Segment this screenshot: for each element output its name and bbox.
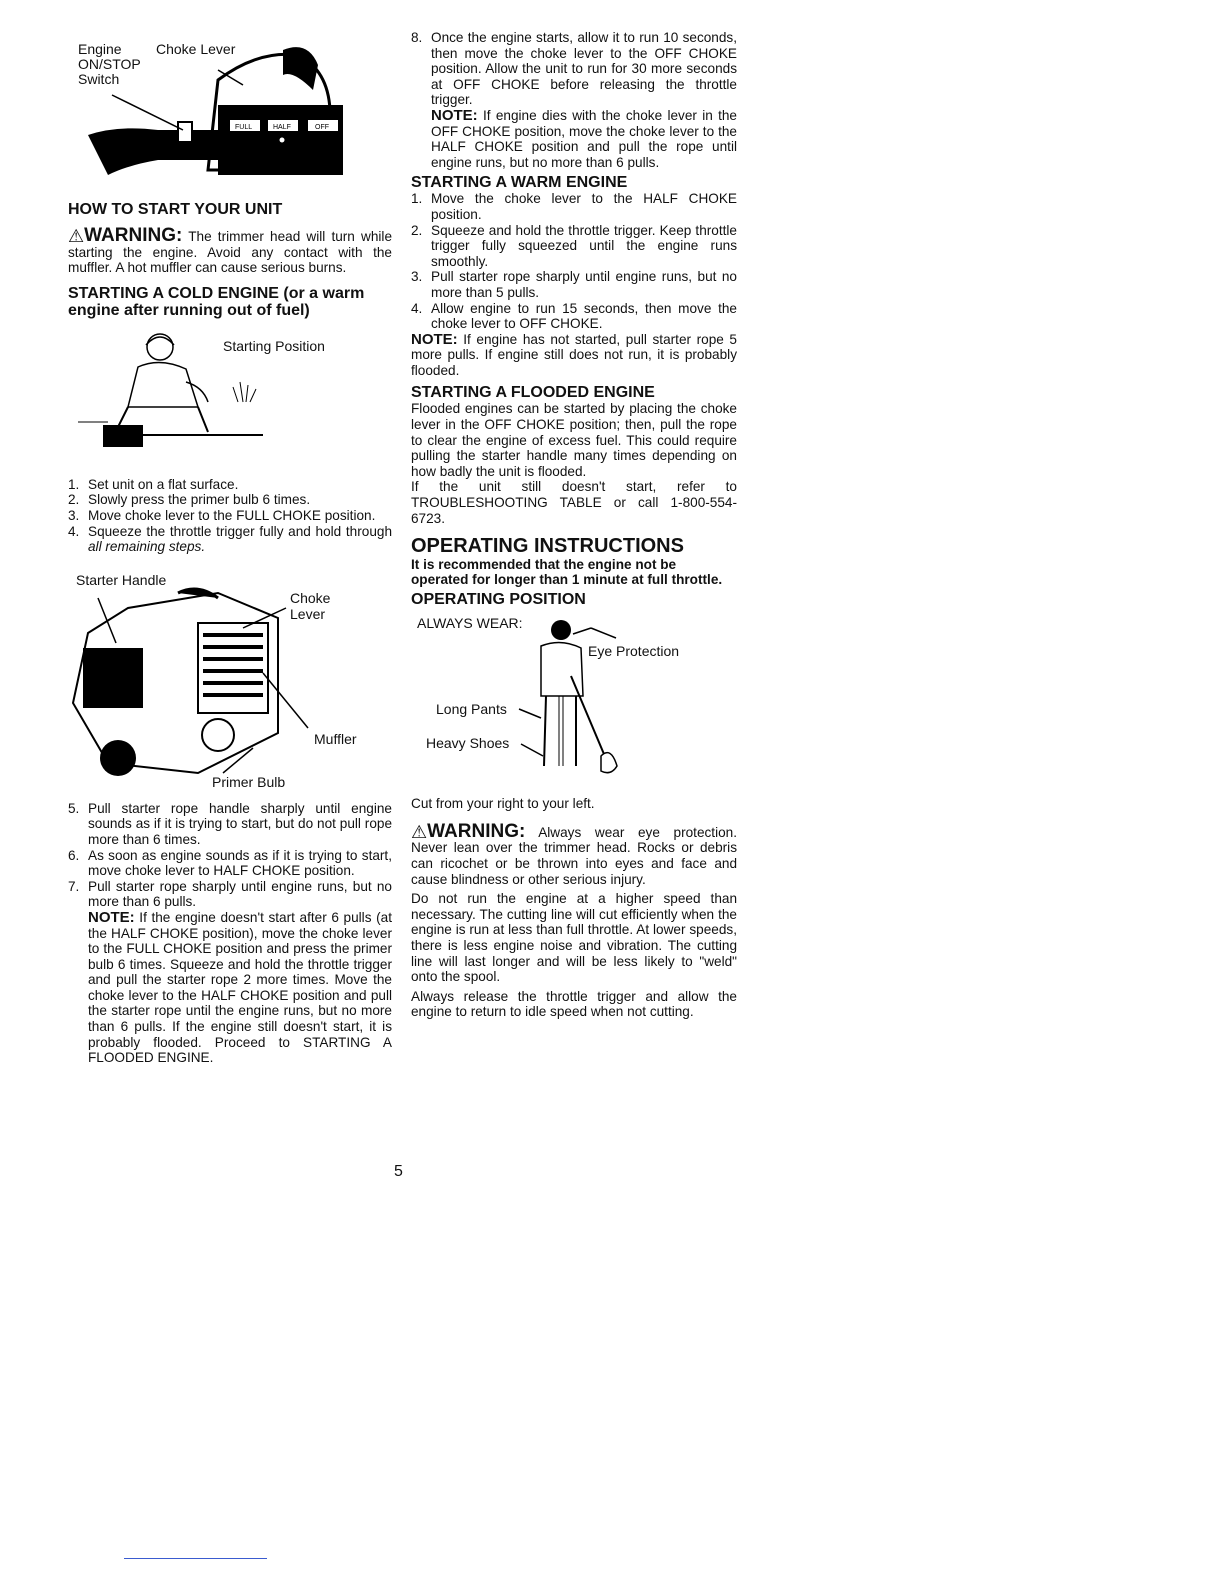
choke-lever-label: Choke Lever (156, 41, 236, 57)
flooded-p1: Flooded engines can be started by placing the choke lever in the OFF CHOKE position; then, pull the rope to clear the engine of excess fuel. This could require pulling the starter handle many times depending on how badly the unit is flooded. (411, 401, 737, 479)
cold-engine-heading: STARTING A COLD ENGINE (or a warm engine after running out of fuel) (68, 284, 365, 319)
warning-text: The trimmer head will turn while starting the engine. Avoid any contact with the muffler. A hot muffler can cause serious burns. (68, 229, 393, 276)
how-to-start-heading: HOW TO START YOUR UNIT (68, 201, 283, 218)
heavy-shoes-label: Heavy Shoes (426, 735, 510, 752)
flooded-engine-heading: STARTING A FLOODED ENGINE (411, 384, 655, 402)
long-pants-label: Long Pants (436, 701, 507, 718)
starter-handle-label: Starter Handle (76, 571, 167, 588)
off-choke-mark: OFF (315, 124, 329, 131)
left-column (68, 30, 392, 1066)
primer-bulb-label: Primer Bulb (212, 773, 286, 790)
operating-position-heading: OPERATING POSITION (411, 591, 586, 609)
list-item: 2. Squeeze and hold the throttle trigger. Keep throttle trigger fully squeezed until the engine runs smoothly. (411, 222, 737, 269)
list-item: 1. Set unit on a flat surface. (68, 476, 239, 492)
muffler-label: Muffler (314, 730, 357, 747)
engine-parts-illustration (68, 573, 392, 791)
warning-paragraph (68, 225, 393, 276)
list-item: 4. Squeeze the throttle trigger fully and hold through all remaining steps. (68, 523, 392, 555)
warning-label: WARNING: (427, 820, 526, 842)
always-wear-label: ALWAYS WEAR: (417, 615, 523, 632)
footer-line (124, 1558, 267, 1559)
list-item: 8. Once the engine starts, allow it to run 10 seconds, then move the choke lever to the OFF CHOKE position. Allow the unit to run for 30 more seconds at OFF CHOKE before releasing the throttle trigger. NOTE: If engine dies with the choke lever in the OFF CHOKE position, move the choke lever to the HALF CHOKE position and pull the rope until engine runs, but no more than 6 pulls. (411, 30, 737, 170)
warning-triangle-icon: ⚠ (411, 821, 428, 842)
warm-engine-heading: STARTING A WARM ENGINE (411, 174, 628, 192)
list-item: 3. Pull starter rope sharply until engine runs, but no more than 5 pulls. (411, 269, 737, 300)
engine-parts-figure (68, 573, 392, 791)
operating-warning-paragraph (411, 820, 737, 887)
operating-instructions-heading: OPERATING INSTRUCTIONS (411, 535, 684, 558)
warm-steps (411, 191, 737, 331)
note-paragraph: NOTE: If the engine doesn't start after 6 pulls (at the HALF CHOKE position), move the choke lever to the FULL CHOKE position and press the primer bulb 6 times. Squeeze and hold the throttle trigger and pull the starter rope 2 more times. Move the choke lever to the HALF CHOKE position and pull the starter rope until the engine runs, but no more than 6 pulls. If the engine still doesn't start, it is probably flooded. Proceed to STARTING A FLOODED ENGINE. (88, 908, 392, 1066)
right-column (411, 30, 737, 1020)
list-item: 4. Allow engine to run 15 seconds, then move the choke lever to OFF CHOKE. (411, 300, 737, 332)
operating-position-figure (411, 616, 737, 791)
warning-triangle-icon: ⚠ (68, 226, 85, 246)
page-number: 5 (394, 1163, 403, 1180)
warning-text: Always wear eye protection. Never lean over the trimmer head. Rocks or debris can ricochet or be thrown into eyes and face and cause blindness or other serious injury. (411, 824, 737, 887)
half-choke-mark: HALF (273, 124, 291, 131)
idle-paragraph: Always release the throttle trigger and allow the engine to return to idle speed when not cutting. (411, 988, 737, 1020)
starting-position-label: Starting Position (223, 337, 325, 354)
list-item: 7. Pull starter rope sharply until engine runs, but no more than 6 pulls. NOTE: If the engine doesn't start after 6 pulls (at the HALF CHOKE position), move the choke lever to the FULL CHOKE position and press the primer bulb 6 times. Squeeze and hold the throttle trigger and pull the starter rope 2 more times. Move the choke lever to the HALF CHOKE position and pull the starter rope until the engine runs, but no more than 6 pulls. If the engine still doesn't start, it is probably flooded. Proceed to STARTING A FLOODED ENGINE. (68, 878, 392, 1066)
warning-label: WARNING: (84, 225, 183, 246)
starting-position-figure (68, 327, 392, 467)
cold-steps-2-cont (411, 30, 737, 170)
choke-lever-label-2: Choke Lever (290, 589, 331, 622)
cold-steps-1 (68, 477, 392, 555)
list-item: 3. Move choke lever to the FULL CHOKE position. (68, 507, 376, 523)
cold-steps-2 (68, 801, 392, 1066)
warm-note: NOTE: If engine has not started, pull starter rope 5 more pulls. If engine still does not run, it is probably flooded. (411, 330, 737, 378)
eye-protection-label: Eye Protection (588, 643, 680, 660)
flooded-p2: If the unit still doesn't start, refer to TROUBLESHOOTING TABLE or call 1-800-554-6723. (411, 479, 737, 526)
switch-figure (68, 30, 392, 180)
operating-bold-note: It is recommended that the engine not be operated for longer than 1 minute at full throttle. (411, 557, 723, 588)
list-item: 5. Pull starter rope handle sharply until engine sounds as if it is trying to start, but do not pull rope more than 6 times. (68, 800, 392, 847)
speed-paragraph: Do not run the engine at a higher speed than necessary. The cutting line will cut efficiently when the engine is run at less than full throttle. At lower speeds, there is less engine noise and vibration. The cutting line will last longer and will be less likely to "weld" onto the spool. (411, 891, 737, 985)
list-item: 2. Slowly press the primer bulb 6 times. (68, 492, 311, 508)
list-item: 6. As soon as engine sounds as if it is trying to start, move choke lever to HALF CHOKE position. (68, 847, 392, 879)
cut-direction-text: Cut from your right to your left. (411, 796, 595, 812)
list-item: 1. Move the choke lever to the HALF CHOKE position. (411, 191, 737, 222)
full-choke-mark: FULL (235, 124, 253, 131)
engine-switch-label: Engine ON/STOP Switch (78, 41, 141, 87)
note-paragraph: NOTE: If engine dies with the choke lever in the OFF CHOKE position, move the choke lever to the HALF CHOKE position and pull the rope until engine runs, but no more than 6 pulls. (431, 106, 737, 170)
